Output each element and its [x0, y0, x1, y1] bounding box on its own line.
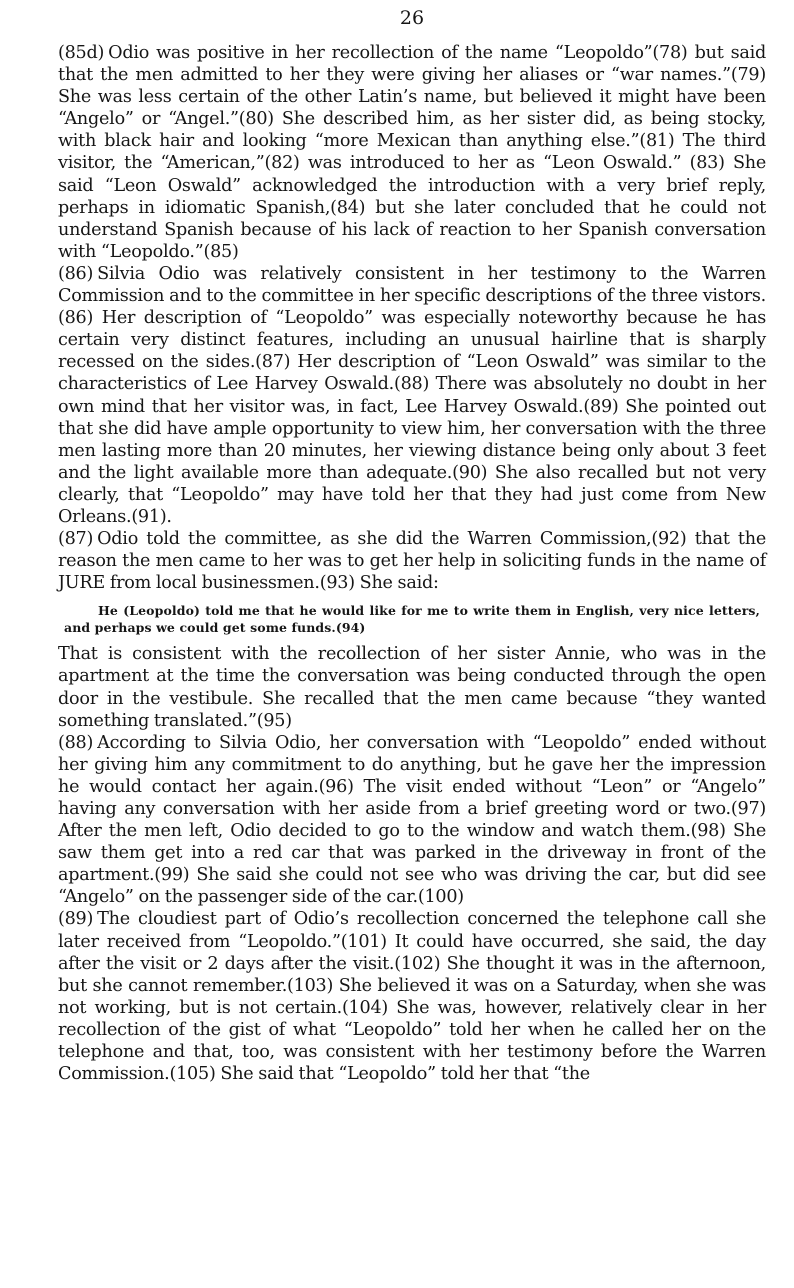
paragraph-text: Silvia Odio was relatively consistent in her testimony to the Warren Commission and to the committee in her specific descriptions of the three vistors.(86) Her description of “Leopoldo” was especially noteworthy because he has certain very distinct features, including an unusual hairline that is sharply recessed on the sides.(87) Her description of “Leon Oswald” was similar to the characteristics of Lee Harvey Oswald.(88) There was absolutely no doubt in her own mind that her visitor was, in fact, Lee Harvey Oswald.(89) She pointed out that she did have ample opportunity to view him, her conversation with the three men lasting more than 20 minutes, her viewing distance being only about 3 feet and the light available more than adequate.(90) She also recalled but not very clearly, that “Leopoldo” may have told her that they had just come from New Orleans.(91).: [58, 263, 766, 527]
paragraph-89: [58, 908, 766, 1085]
paragraph-text: Odio told the committee, as she did the Warren Commission,(92) that the reason the men came to her was to get her help in soliciting funds in the name of JURE from local businessmen.(93) She said:: [58, 529, 766, 594]
paragraph-number: (87): [58, 529, 94, 550]
block-quote: He (Leopoldo) told me that he would like for me to write them in English, very nice letters, and perhaps we could get some funds.(94): [64, 603, 760, 636]
paragraph-number: (86): [58, 263, 94, 284]
paragraph-86: [58, 263, 766, 528]
paragraph-87: [58, 528, 766, 594]
paragraph-text: Odio was positive in her recollection of the name “Leopoldo”(78) but said that the men admitted to her they were giving her aliases or “war names.”(79) She was less certain of the other Latin’s name, but believed it might have been “Angelo” or “Angel.”(80) She described him, as her sister did, as being stocky, with black hair and looking “more Mexican than anything else.”(81) The third visitor, the “American,”(82) was introduced to her as “Leon Oswald.” (83) She said “Leon Oswald” acknowledged the introduction with a very brief reply, perhaps in idiomatic Spanish,(84) but she later concluded that he could not understand Spanish because of his lack of reaction to her Spanish conversation with “Leopoldo.”(85): [58, 43, 766, 262]
paragraph-continuation: That is consistent with the recollection of her sister Annie, who was in the apartment at the time the conversation was being conducted through the open door in the vestibule. She recalled that the men came because “they wanted something translated.”(95): [58, 644, 766, 731]
paragraph-85d: [58, 42, 766, 263]
paragraph-text: The cloudiest part of Odio’s recollection concerned the telephone call she later received from “Leopoldo.”(101) It could have occurred, she said, the day after the visit or 2 days after the visit.(102) She thought it was in the afternoon, but she cannot remember.(103) She believed it was on a Saturday, when she was not working, but is not certain.(104) She was, however, relatively clear in her recollection of the gist of what “Leopoldo” told her when he called her on the telephone and that, too, was consistent with her testimony before the Warren Commission.(105) She said that “Leopoldo” told her that “the: [58, 909, 766, 1085]
paragraph-number: (88): [58, 732, 94, 753]
paragraph-88: [58, 732, 766, 909]
page-number: 26: [399, 7, 425, 29]
paragraph-number: (89): [58, 909, 94, 930]
paragraph-text: According to Silvia Odio, her conversation with “Leopoldo” ended without her giving him any commitment to do anything, but he gave her the impression he would contact her again.(96) The visit ended without “Leon” or “Angelo” having any conversation with her aside from a brief greeting word or two.(97) After the men left, Odio decided to go to the window and watch them.(98) She saw them get into a red car that was parked in the driveway in front of the apartment.(99) She said she could not see who was driving the car, but did see “Angelo” on the passenger side of the car.(100): [58, 732, 766, 908]
paragraph-number: (85d): [58, 43, 105, 63]
